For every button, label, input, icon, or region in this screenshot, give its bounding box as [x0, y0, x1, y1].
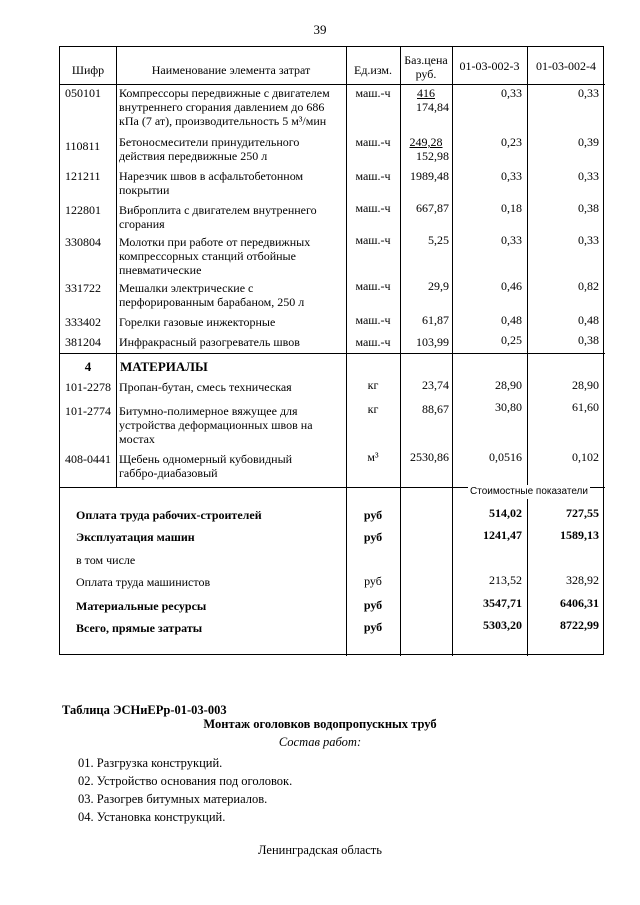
material-value-1: 30,80: [495, 400, 522, 414]
material-unit: м³: [367, 450, 379, 464]
row-code: 121211: [65, 169, 101, 183]
summary-value-2: 727,55: [566, 506, 599, 520]
row-price: 1989,48: [410, 169, 449, 183]
row-value-2: 0,38: [578, 333, 599, 347]
row-price: 174,84: [416, 100, 449, 114]
row-name: Мешалки электрические с: [119, 281, 254, 295]
material-name: Пропан-бутан, смесь техническая: [119, 380, 292, 394]
material-name: габбро-диабазовый: [119, 466, 218, 480]
subtitle: Монтаж оголовков водопропускных труб: [203, 717, 437, 731]
header-name: Наименование элемента затрат: [151, 63, 311, 77]
row-name: Бетоносмесители принудительного: [119, 135, 300, 149]
row-unit: маш.-ч: [355, 313, 391, 327]
row-price: 249,28: [409, 135, 443, 149]
material-name: мостах: [119, 432, 155, 446]
row-divider: [60, 353, 605, 354]
header-price-line2: руб.: [415, 67, 437, 81]
material-value-1: 28,90: [495, 378, 522, 392]
row-name: покрытии: [119, 183, 170, 197]
row-value-2: 0,48: [578, 313, 599, 327]
row-value-2: 0,33: [578, 233, 599, 247]
cost-caption: Стоимостные показатели: [470, 486, 588, 497]
row-unit: маш.-ч: [355, 335, 391, 349]
row-code: 050101: [65, 86, 101, 100]
material-price: 23,74: [422, 378, 449, 392]
table-title: Таблица ЭСНиЕРр-01-03-003: [62, 703, 227, 717]
work-item: 04. Установка конструкций.: [78, 810, 226, 824]
row-value-2: 0,33: [578, 169, 599, 183]
row-code: 331722: [65, 281, 101, 295]
row-name: действия передвижные 250 л: [119, 149, 268, 163]
summary-value-1: 514,02: [489, 506, 522, 520]
row-value-1: 0,18: [501, 201, 522, 215]
summary-label: Всего, прямые затраты: [76, 621, 203, 635]
row-code: 333402: [65, 315, 101, 329]
row-name: Инфракрасный разогреватель швов: [119, 335, 300, 349]
row-name: пневматические: [119, 263, 202, 277]
summary-label: в том числе: [76, 553, 136, 567]
summary-value-2: 1589,13: [560, 528, 599, 542]
row-price: 103,99: [416, 335, 449, 349]
header-code: Шифр: [71, 63, 105, 77]
row-code: 110811: [65, 139, 101, 153]
row-name: сгорания: [119, 217, 165, 231]
row-divider: [60, 84, 605, 85]
material-code: 101-2278: [65, 380, 111, 394]
summary-value-2: 328,92: [566, 573, 599, 587]
summary-unit: руб: [364, 574, 382, 588]
row-value-1: 0,33: [501, 86, 522, 100]
works-heading: Состав работ:: [278, 735, 362, 749]
material-unit: кг: [367, 402, 379, 416]
summary-unit: руб: [363, 620, 383, 634]
row-value-1: 0,25: [501, 333, 522, 347]
row-price: 152,98: [416, 149, 449, 163]
material-value-2: 61,60: [572, 400, 599, 414]
work-item: 02. Устройство основания под оголовок.: [78, 774, 293, 788]
row-price: 29,9: [428, 279, 449, 293]
material-value-2: 0,102: [572, 450, 599, 464]
row-value-1: 0,23: [501, 135, 522, 149]
material-code: 408-0441: [65, 452, 111, 466]
row-unit: маш.-ч: [355, 169, 391, 183]
region: Ленинградская область: [258, 843, 382, 857]
row-unit: маш.-ч: [355, 86, 391, 100]
row-name: Нарезчик швов в асфальтобетонном: [119, 169, 304, 183]
material-unit: кг: [367, 378, 379, 392]
material-price: 88,67: [422, 402, 449, 416]
material-name: Щебень одномерный кубовидный: [119, 452, 293, 466]
summary-value-1: 1241,47: [483, 528, 522, 542]
row-name: внутреннего сгорания давлением до 686: [119, 100, 325, 114]
row-code: 122801: [65, 203, 101, 217]
row-name: Горелки газовые инжекторные: [119, 315, 276, 329]
section-number: 4: [84, 359, 92, 374]
row-value-2: 0,39: [578, 135, 599, 149]
material-name: Битумно-полимерное вяжущее для: [119, 404, 298, 418]
header-col1: 01-03-002-3: [459, 59, 520, 73]
summary-value-1: 5303,20: [483, 618, 522, 632]
summary-value-2: 6406,31: [560, 596, 599, 610]
summary-label: Оплата труда рабочих-строителей: [76, 508, 262, 522]
work-item: 01. Разгрузка конструкций.: [78, 756, 223, 770]
row-value-1: 0,46: [501, 279, 522, 293]
summary-unit: руб: [363, 530, 383, 544]
summary-unit: руб: [363, 598, 383, 612]
row-value-1: 0,33: [501, 233, 522, 247]
row-unit: маш.-ч: [355, 233, 391, 247]
summary-label: Оплата труда машинистов: [76, 575, 211, 589]
row-price: 5,25: [428, 233, 449, 247]
row-name: Виброплита с двигателем внутреннего: [119, 203, 317, 217]
section-title: МАТЕРИАЛЫ: [120, 359, 208, 374]
summary-unit: руб: [363, 508, 383, 522]
row-code: 381204: [65, 335, 101, 349]
material-name: устройства деформационных швов на: [119, 418, 313, 432]
row-name: Молотки при работе от передвижных: [119, 235, 311, 249]
row-value-2: 0,38: [578, 201, 599, 215]
row-code: 330804: [65, 235, 101, 249]
material-value-2: 28,90: [572, 378, 599, 392]
row-name: Компрессоры передвижные с двигателем: [119, 86, 330, 100]
row-value-1: 0,33: [501, 169, 522, 183]
row-value-2: 0,82: [578, 279, 599, 293]
header-price-line1: Баз.цена: [404, 53, 448, 67]
row-unit: маш.-ч: [355, 135, 391, 149]
material-value-1: 0,0516: [489, 450, 522, 464]
summary-value-1: 3547,71: [483, 596, 522, 610]
page-number: 39: [313, 22, 327, 37]
header-col2: 01-03-002-4: [536, 59, 596, 73]
row-unit: маш.-ч: [355, 201, 391, 215]
summary-label: Эксплуатация машин: [76, 530, 195, 544]
row-name: компрессорных станций отбойные: [119, 249, 296, 263]
material-code: 101-2774: [65, 404, 111, 418]
resource-table: [59, 46, 604, 655]
row-unit: маш.-ч: [355, 279, 391, 293]
summary-label: Материальные ресурсы: [76, 599, 207, 613]
header-unit: Ед.изм.: [353, 63, 393, 77]
summary-value-1: 213,52: [489, 573, 522, 587]
work-item: 03. Разогрев битумных материалов.: [78, 792, 268, 806]
summary-value-2: 8722,99: [560, 618, 599, 632]
row-price: 667,87: [416, 201, 449, 215]
row-price: 416: [417, 86, 435, 100]
material-price: 2530,86: [410, 450, 449, 464]
row-price: 61,87: [422, 313, 449, 327]
col-divider: [116, 47, 117, 487]
row-value-1: 0,48: [501, 313, 522, 327]
row-name: перфорированным барабаном, 250 л: [119, 295, 305, 309]
row-value-2: 0,33: [578, 86, 599, 100]
row-name: кПа (7 ат), производительность 5 м³/мин: [119, 114, 327, 128]
